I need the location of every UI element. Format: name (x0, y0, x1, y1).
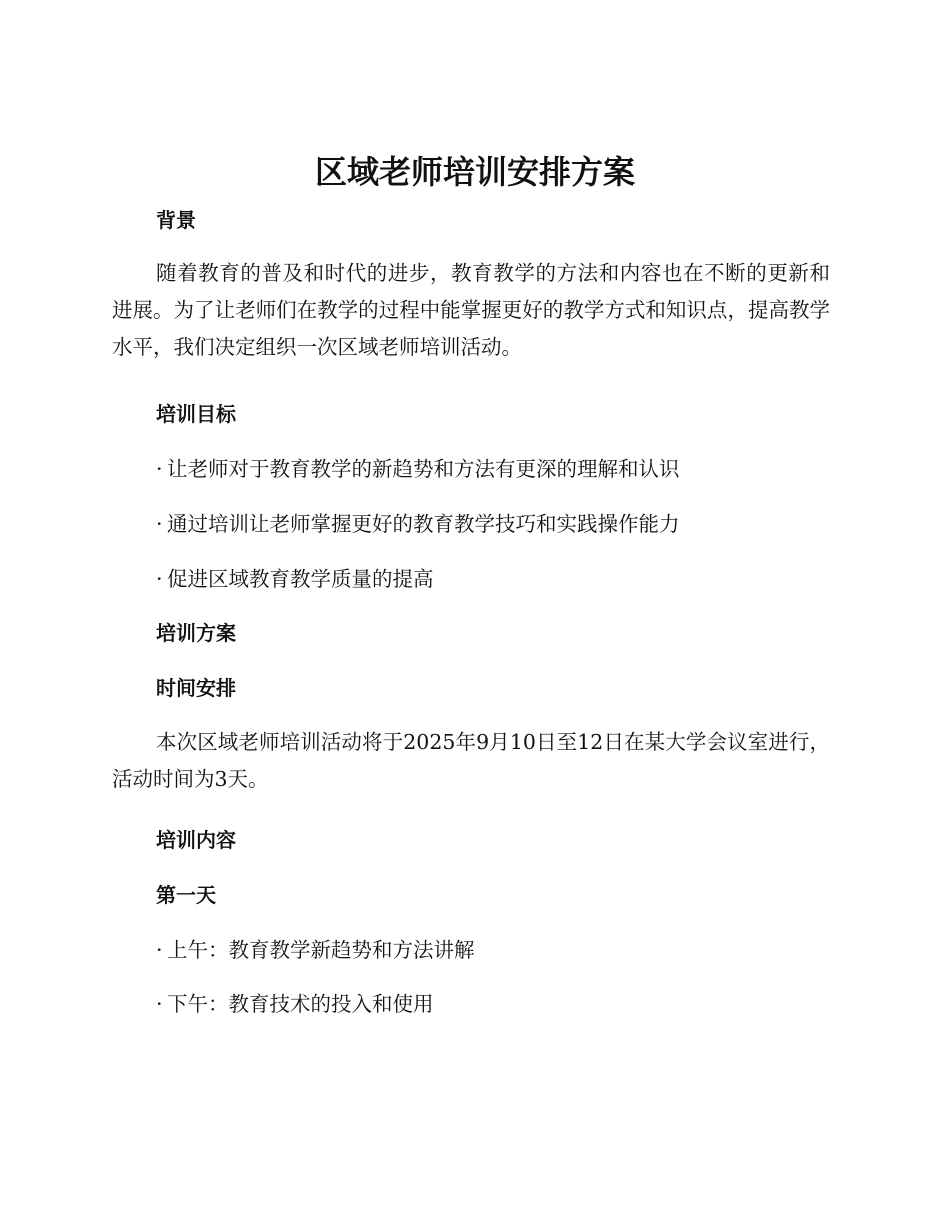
list-item-goal-3 (156, 565, 434, 593)
list-item-text: 让老师对于教育教学的新趋势和方法有更深的理解和认识 (167, 457, 680, 481)
list-item-day1-afternoon (156, 990, 434, 1018)
bullet-icon: · (156, 457, 163, 481)
heading-goals: 培训目标 (156, 402, 236, 426)
heading-day1: 第一天 (156, 883, 216, 907)
bullet-icon: · (156, 567, 163, 591)
paragraph-background: 随着教育的普及和时代的进步，教育教学的方法和内容也在不断的更新和进展。为了让老师们在教学的过程中能掌握更好的教学方式和知识点，提高教学水平，我们决定组织一次区域老师培训活动。 (112, 261, 830, 359)
document-title: 区域老师培训安排方案 (314, 153, 635, 191)
list-item-text: 下午：教育技术的投入和使用 (167, 992, 434, 1016)
bullet-icon: · (156, 512, 163, 536)
paragraph-schedule: 本次区域老师培训活动将于2025年9月10日至12日在某大学会议室进行，活动时间为3天。 (112, 730, 830, 791)
list-item-text: 促进区域教育教学质量的提高 (167, 567, 434, 591)
list-item-text: 通过培训让老师掌握更好的教育教学技巧和实践操作能力 (167, 512, 680, 536)
list-item-goal-1 (156, 455, 680, 483)
bullet-icon: · (156, 992, 163, 1016)
heading-background: 背景 (156, 208, 196, 232)
heading-schedule: 时间安排 (156, 676, 236, 700)
list-item-day1-morning (156, 936, 475, 964)
bullet-icon: · (156, 938, 163, 962)
list-item-text: 上午：教育教学新趋势和方法讲解 (167, 938, 475, 962)
list-item-goal-2 (156, 510, 680, 538)
heading-content: 培训内容 (156, 828, 236, 852)
heading-plan: 培训方案 (156, 621, 236, 645)
